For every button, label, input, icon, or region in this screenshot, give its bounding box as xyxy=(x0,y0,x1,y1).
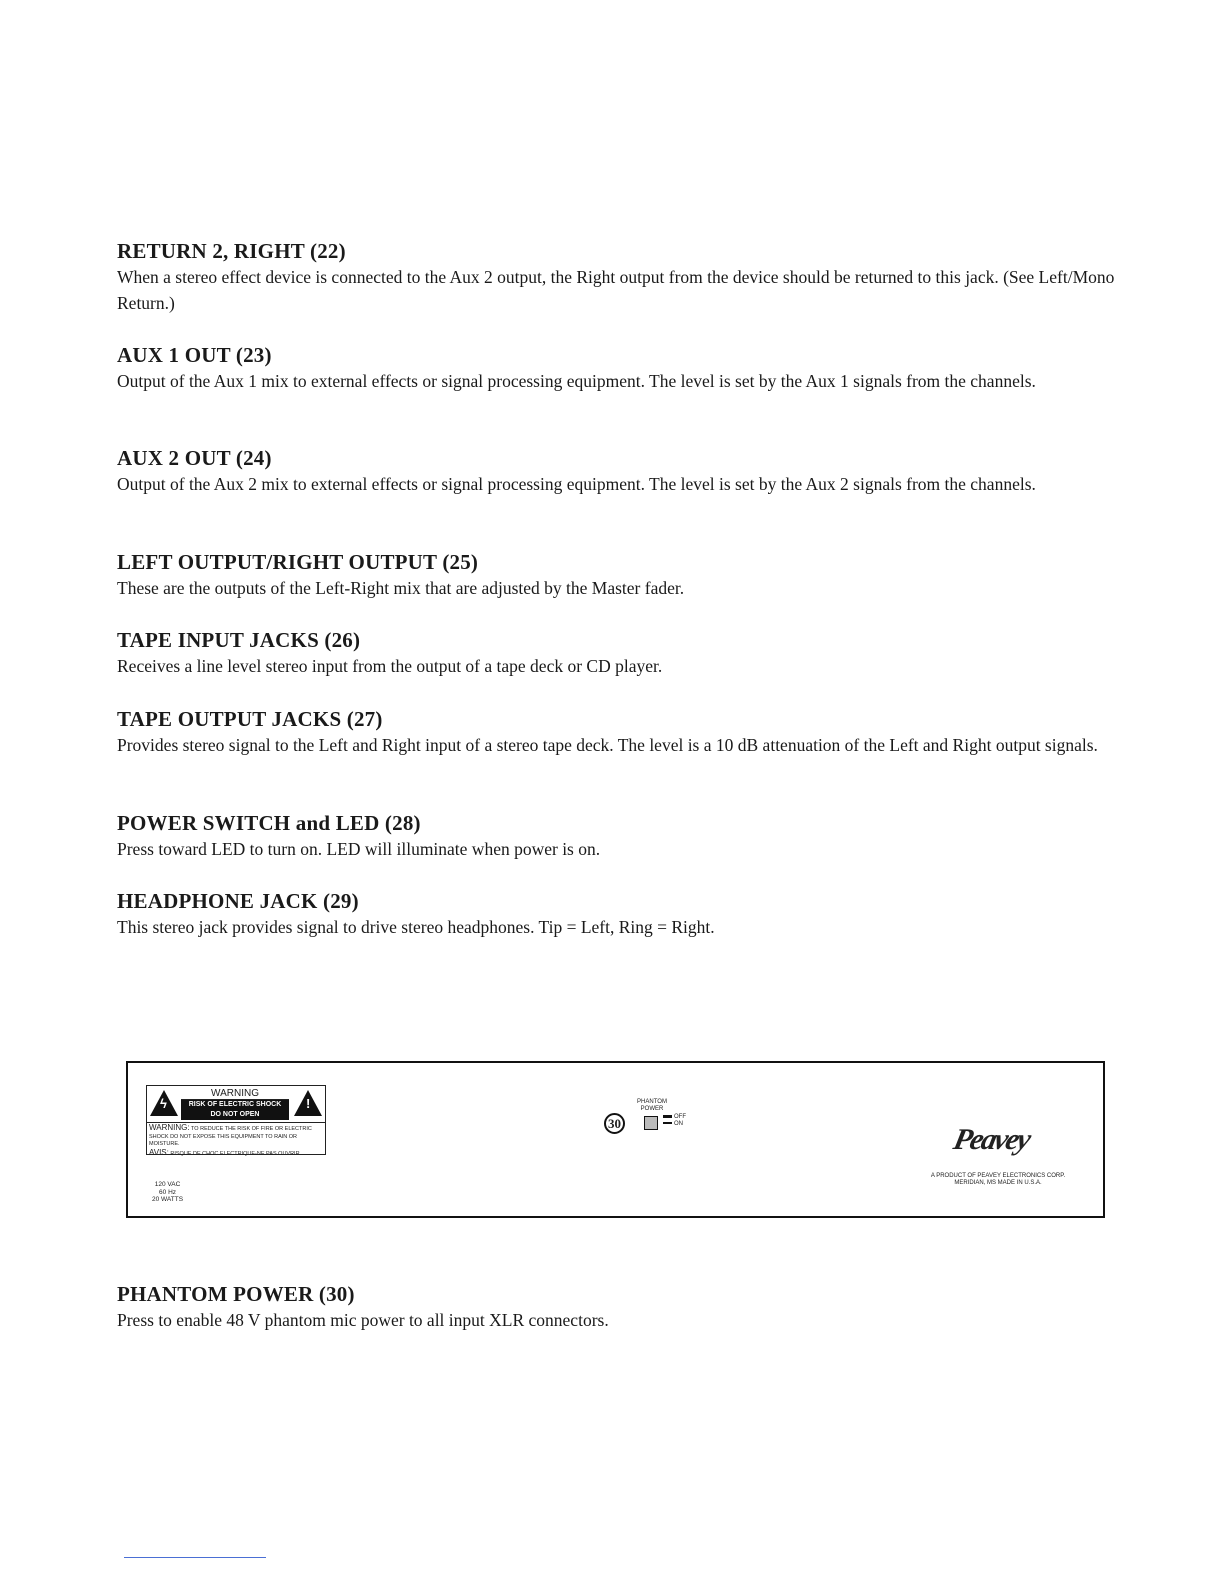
callout-number: 30 xyxy=(604,1113,625,1134)
switch-on-label: ON xyxy=(674,1121,683,1127)
manufacturer-info xyxy=(908,1173,1088,1187)
section-body: These are the outputs of the Left-Right mix that are adjusted by the Master fader. xyxy=(117,578,685,598)
section-heading: AUX 1 OUT (23) xyxy=(117,343,272,367)
switch-off-label: OFF xyxy=(674,1114,686,1120)
power-spec xyxy=(152,1181,183,1204)
warning-text-block xyxy=(149,1124,323,1158)
section-body: Provides stereo signal to the Left and Right input of a stereo tape deck. The level is a 10 dB attenuation of the Left and Right output signals. xyxy=(117,735,1098,755)
section-tape-output-jacks xyxy=(117,706,1117,758)
warning-bar-line1: RISK OF ELECTRIC SHOCK xyxy=(188,1101,282,1108)
avis-label-text: AVIS: xyxy=(149,1147,169,1157)
phantom-power-switch xyxy=(644,1116,658,1130)
switch-legend xyxy=(663,1114,686,1128)
spec-watts: 20 WATTS xyxy=(152,1196,184,1203)
section-return-2-right xyxy=(117,238,1117,316)
section-heading: POWER SWITCH and LED (28) xyxy=(117,811,421,835)
maker-line2: MERIDIAN, MS MADE IN U.S.A. xyxy=(954,1180,1042,1186)
section-aux-1-out xyxy=(117,342,1117,394)
section-heading: AUX 2 OUT (24) xyxy=(117,446,272,470)
section-body: Output of the Aux 1 mix to external effects or signal processing equipment. The level is set by the Aux 1 signals from the channels. xyxy=(117,371,1036,391)
section-heading: LEFT OUTPUT/RIGHT OUTPUT (25) xyxy=(117,550,479,574)
exclamation-warning-icon: ! xyxy=(294,1090,322,1116)
section-body: Output of the Aux 2 mix to external effects or signal processing equipment. The level is set by the Aux 2 signals from the channels. xyxy=(117,474,1036,494)
warning-bar-line2: DO NOT OPEN xyxy=(210,1111,260,1118)
phantom-power-label xyxy=(632,1099,672,1113)
warning-label-text: WARNING: xyxy=(149,1123,190,1132)
maker-line1: A PRODUCT OF PEAVEY ELECTRONICS CORP. xyxy=(930,1173,1066,1179)
section-heading: TAPE OUTPUT JACKS (27) xyxy=(117,707,383,731)
section-heading: HEADPHONE JACK (29) xyxy=(117,889,359,913)
section-tape-input-jacks xyxy=(117,627,1117,679)
section-body: When a stereo effect device is connected to the Aux 2 output, the Right output from the device should be returned to this jack. (See Left/Mono Return.) xyxy=(117,267,1115,313)
section-heading: TAPE INPUT JACKS (26) xyxy=(117,628,361,652)
warning-title: WARNING xyxy=(181,1088,289,1100)
section-heading: PHANTOM POWER (30) xyxy=(117,1282,355,1306)
shock-warning-icon: ϟ xyxy=(150,1090,178,1116)
avis-body-text: RISQUE DE CHOC ELECTRIQUE-NE PAS OUVRIR xyxy=(170,1150,300,1157)
section-body: This stereo jack provides signal to drive stereo headphones. Tip = Left, Ring = Right. xyxy=(117,917,715,937)
rear-panel-diagram xyxy=(126,1061,1105,1218)
spec-frequency: 60 Hz xyxy=(159,1188,177,1196)
section-body: Press to enable 48 V phantom mic power to all input XLR connectors. xyxy=(117,1310,609,1330)
spec-voltage: 120 VAC xyxy=(154,1181,181,1188)
section-heading: RETURN 2, RIGHT (22) xyxy=(117,239,346,263)
off-indicator-icon xyxy=(663,1115,672,1118)
section-aux-2-out xyxy=(117,445,1117,497)
phantom-label-line1: PHANTOM xyxy=(637,1099,667,1105)
footnote-rule xyxy=(124,1557,266,1558)
section-power-switch-led xyxy=(117,810,1117,862)
warning-body-text: TO REDUCE THE RISK OF FIRE OR ELECTRIC SHOCK DO NOT EXPOSE THIS EQUIPMENT TO RAIN OR MOISTURE. xyxy=(149,1126,312,1147)
warning-label xyxy=(146,1085,326,1155)
warning-header xyxy=(147,1086,325,1123)
section-phantom-power xyxy=(117,1281,1117,1333)
peavey-logo: Peavey xyxy=(950,1123,1033,1156)
warning-bar xyxy=(181,1100,289,1120)
on-indicator-icon xyxy=(663,1122,672,1124)
section-left-right-output xyxy=(117,549,1117,601)
section-headphone-jack xyxy=(117,888,1117,940)
section-body: Press toward LED to turn on. LED will illuminate when power is on. xyxy=(117,839,601,859)
phantom-label-line2: POWER xyxy=(640,1106,664,1112)
section-body: Receives a line level stereo input from the output of a tape deck or CD player. xyxy=(117,656,663,676)
